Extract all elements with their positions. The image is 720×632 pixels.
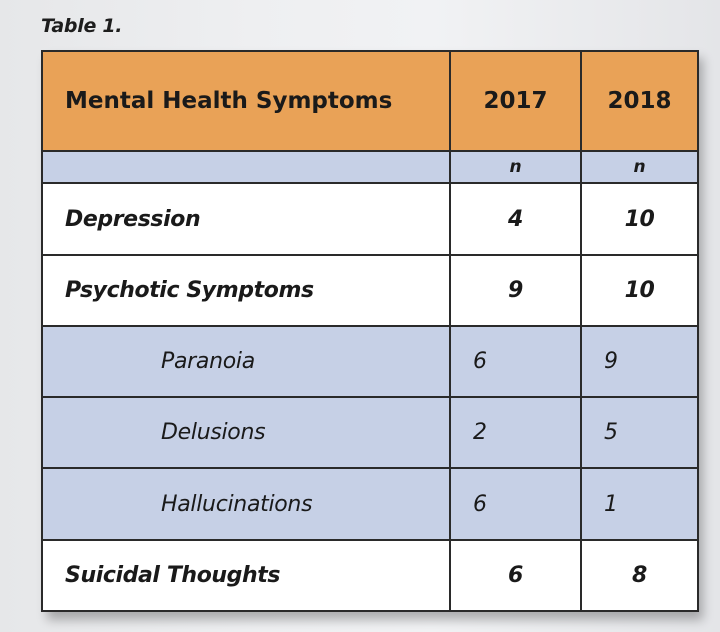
row-value-2017: 6 xyxy=(450,540,581,611)
table-row-delusions xyxy=(42,397,698,468)
header-year-2018: 2018 xyxy=(581,51,698,151)
row-label: Depression xyxy=(42,183,450,254)
row-label: Delusions xyxy=(42,397,450,468)
symptoms-table-container xyxy=(41,50,697,612)
row-label: Suicidal Thoughts xyxy=(42,540,450,611)
units-label xyxy=(42,151,450,183)
row-value-2017: 2 xyxy=(450,397,581,468)
table-row-suicidal-thoughts xyxy=(42,540,698,611)
row-value-2017: 6 xyxy=(450,468,581,539)
table-caption: Table 1. xyxy=(41,15,123,37)
units-2017: n xyxy=(450,151,581,183)
row-value-2018: 1 xyxy=(581,468,698,539)
row-value-2017: 6 xyxy=(450,326,581,397)
row-value-2017: 4 xyxy=(450,183,581,254)
row-value-2018: 9 xyxy=(581,326,698,397)
row-value-2018: 8 xyxy=(581,540,698,611)
row-label: Hallucinations xyxy=(42,468,450,539)
row-value-2018: 10 xyxy=(581,255,698,326)
symptoms-table xyxy=(41,50,699,612)
table-row-hallucinations xyxy=(42,468,698,539)
row-label: Psychotic Symptoms xyxy=(42,255,450,326)
header-label: Mental Health Symptoms xyxy=(42,51,450,151)
table-header-row xyxy=(42,51,698,151)
units-2018: n xyxy=(581,151,698,183)
header-year-2017: 2017 xyxy=(450,51,581,151)
row-value-2018: 10 xyxy=(581,183,698,254)
units-row xyxy=(42,151,698,183)
table-row-paranoia xyxy=(42,326,698,397)
row-value-2018: 5 xyxy=(581,397,698,468)
table-row-depression xyxy=(42,183,698,254)
row-label: Paranoia xyxy=(42,326,450,397)
row-value-2017: 9 xyxy=(450,255,581,326)
table-row-psychotic-symptoms xyxy=(42,255,698,326)
